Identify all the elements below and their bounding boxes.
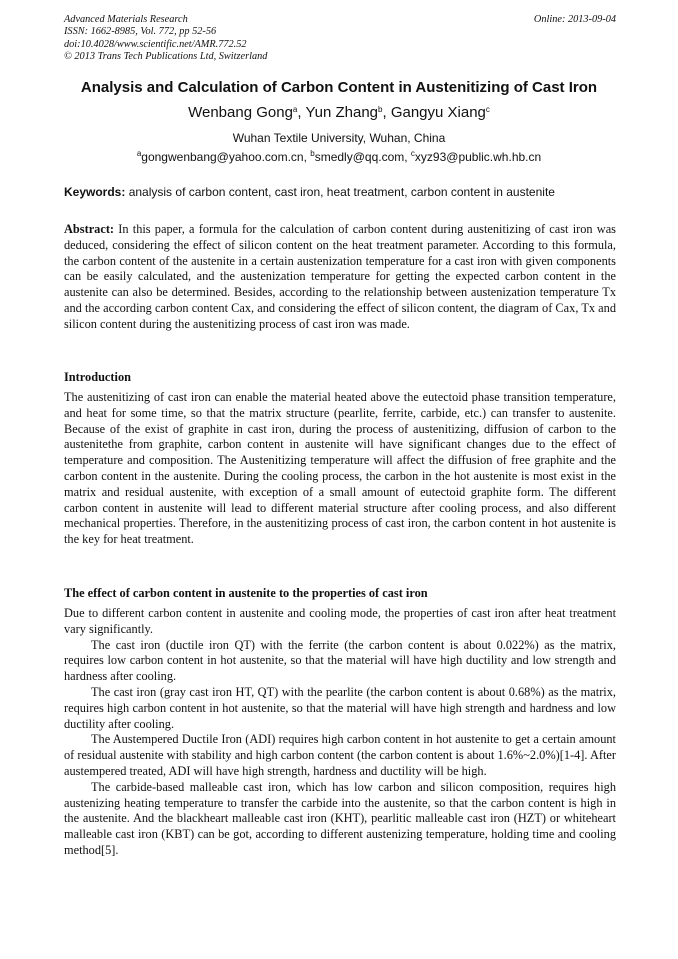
paragraph: The carbide-based malleable cast iron, which has low carbon and silicon composition, requires high austenizing heating temperature to transfer the carbide into the austenite, so that the carbon content is high in the austenite. And the blackheart malleable cast iron (KHT), pearlitic malleable cast iron (HZT) or whiteheart malleable cast iron (KBT) can be got, according to different austenizing temperature, holding time and cooling method[5]. bbox=[64, 779, 616, 857]
copyright-line: © 2013 Trans Tech Publications Ltd, Switzerland bbox=[64, 50, 268, 62]
email-list: $^a$gongwenbang@yahoo.com.cn, $^b$smedly@qq.com, $^c$xyz93@public.wh.hb.cn bbox=[136, 149, 542, 164]
author-sup: b bbox=[378, 105, 383, 114]
email-sup: b bbox=[310, 149, 315, 158]
introduction-body bbox=[64, 390, 616, 548]
email-link[interactable]: xyz93@public.wh.hb.cn bbox=[414, 150, 542, 164]
author-name: Gangyu Xiang bbox=[390, 104, 486, 121]
email-link[interactable]: gongwenbang@yahoo.com.cn bbox=[141, 150, 304, 164]
doi-line: doi:10.4028/www.scientific.net/AMR.772.52 bbox=[64, 38, 247, 50]
paper-title: Analysis and Calculation of Carbon Content in Austenitizing of Cast Iron bbox=[80, 79, 598, 96]
author-list: Wenbang Gong$^a$, Yun Zhang$^b$, Gangyu Xiang$^c$ bbox=[188, 104, 490, 121]
abstract-label: Abstract: bbox=[64, 222, 115, 236]
section-heading-introduction: Introduction bbox=[64, 370, 131, 384]
online-date: Online: 2013-09-04 bbox=[533, 14, 616, 25]
email-sup: a bbox=[136, 149, 142, 158]
journal-name: Advanced Materials Research bbox=[64, 14, 188, 25]
email-sup: c bbox=[410, 149, 415, 158]
keywords-label: Keywords: bbox=[64, 185, 126, 199]
paragraph: The austenitizing of cast iron can enable the material heated above the eutectoid phase transition temperature, and heat for some time, so that the matrix structure (pearlite, ferrite, carbide, etc.) can transfer to austenite. Because of the exist of graphite in cast iron, during the process of austenitizing, diffusion of carbon to the austenitethe from graphite, carbon content in austenite will have significant changes due to the effect of temperature and composition. The Austenitizing temperature will affect the diffusion of free graphite and the carbon content in the austenite. During the cooling process, the carbon in the hot austenite is most exist in the matrix and residual austenite, with exception of a small amount of eutectoid graphite form. The different carbon content in austenite will lead to different material structure after cooling process, and also different mechanical properties. Therefore, in the austenitizing process of cast iron, the carbon content in hot austenite is the key for heat treatment. bbox=[64, 390, 616, 547]
paragraph: The cast iron (gray cast iron HT, QT) with the pearlite (the carbon content is about 0.68%) as the matrix, requires high carbon content in hot austenite, so that the material will have high strength and hardness and low ductility after cooling. bbox=[64, 684, 616, 731]
section-heading-carbon-effect: The effect of carbon content in austenite to the properties of cast iron bbox=[64, 586, 428, 600]
email-link[interactable]: smedly@qq.com bbox=[314, 150, 405, 164]
keywords bbox=[64, 185, 616, 199]
author-sup: a bbox=[292, 105, 298, 114]
abstract bbox=[64, 222, 616, 333]
author-name: Yun Zhang bbox=[305, 104, 379, 121]
issn-line: ISSN: 1662-8985, Vol. 772, pp 52-56 bbox=[64, 26, 217, 38]
journal-header bbox=[64, 14, 616, 63]
affiliation: Wuhan Textile University, Wuhan, China bbox=[232, 131, 446, 145]
paragraph: The cast iron (ductile iron QT) with the ferrite (the carbon content is about 0.022%) as the matrix, requires low carbon content in hot austenite, so that the material will have high ductility and low strength and hardness after cooling. bbox=[64, 637, 616, 684]
paragraph: The Austempered Ductile Iron (ADI) requires high carbon content in hot austenite to get a certain amount of residual austenite with stability and high carbon content (the carbon content is about 1.6%~2.0%)[1-4]. After austempered treated, ADI will have high strength, hardness and ductility will be high. bbox=[64, 732, 616, 778]
author-sup: c bbox=[485, 105, 490, 114]
abstract-text: In this paper, a formula for the calculation of carbon content during austenitizing of cast iron was deduced, considering the effect of silicon content on the heat treatment parameter. According to this formula, the carbon content of the austenite in a certain austenization temperature for a cast iron with given components can be easily calculated, and the austenization temperature for getting the expected carbon content in the austenite can also be determined. Besides, according to the relationship between austenization temperature Tx and the according carbon content Cax, and considering the effect of silicon content, the diagram of Cax, Tx and silicon content during the austenitizing process of cast iron was made. bbox=[64, 222, 616, 331]
keywords-text: analysis of carbon content, cast iron, heat treatment, carbon content in austenite bbox=[128, 185, 555, 199]
author-name: Wenbang Gong bbox=[188, 104, 293, 121]
paragraph: Due to different carbon content in austenite and cooling mode, the properties of cast iron after heat treatment vary significantly. bbox=[64, 606, 616, 636]
carbon-effect-body bbox=[64, 606, 616, 859]
